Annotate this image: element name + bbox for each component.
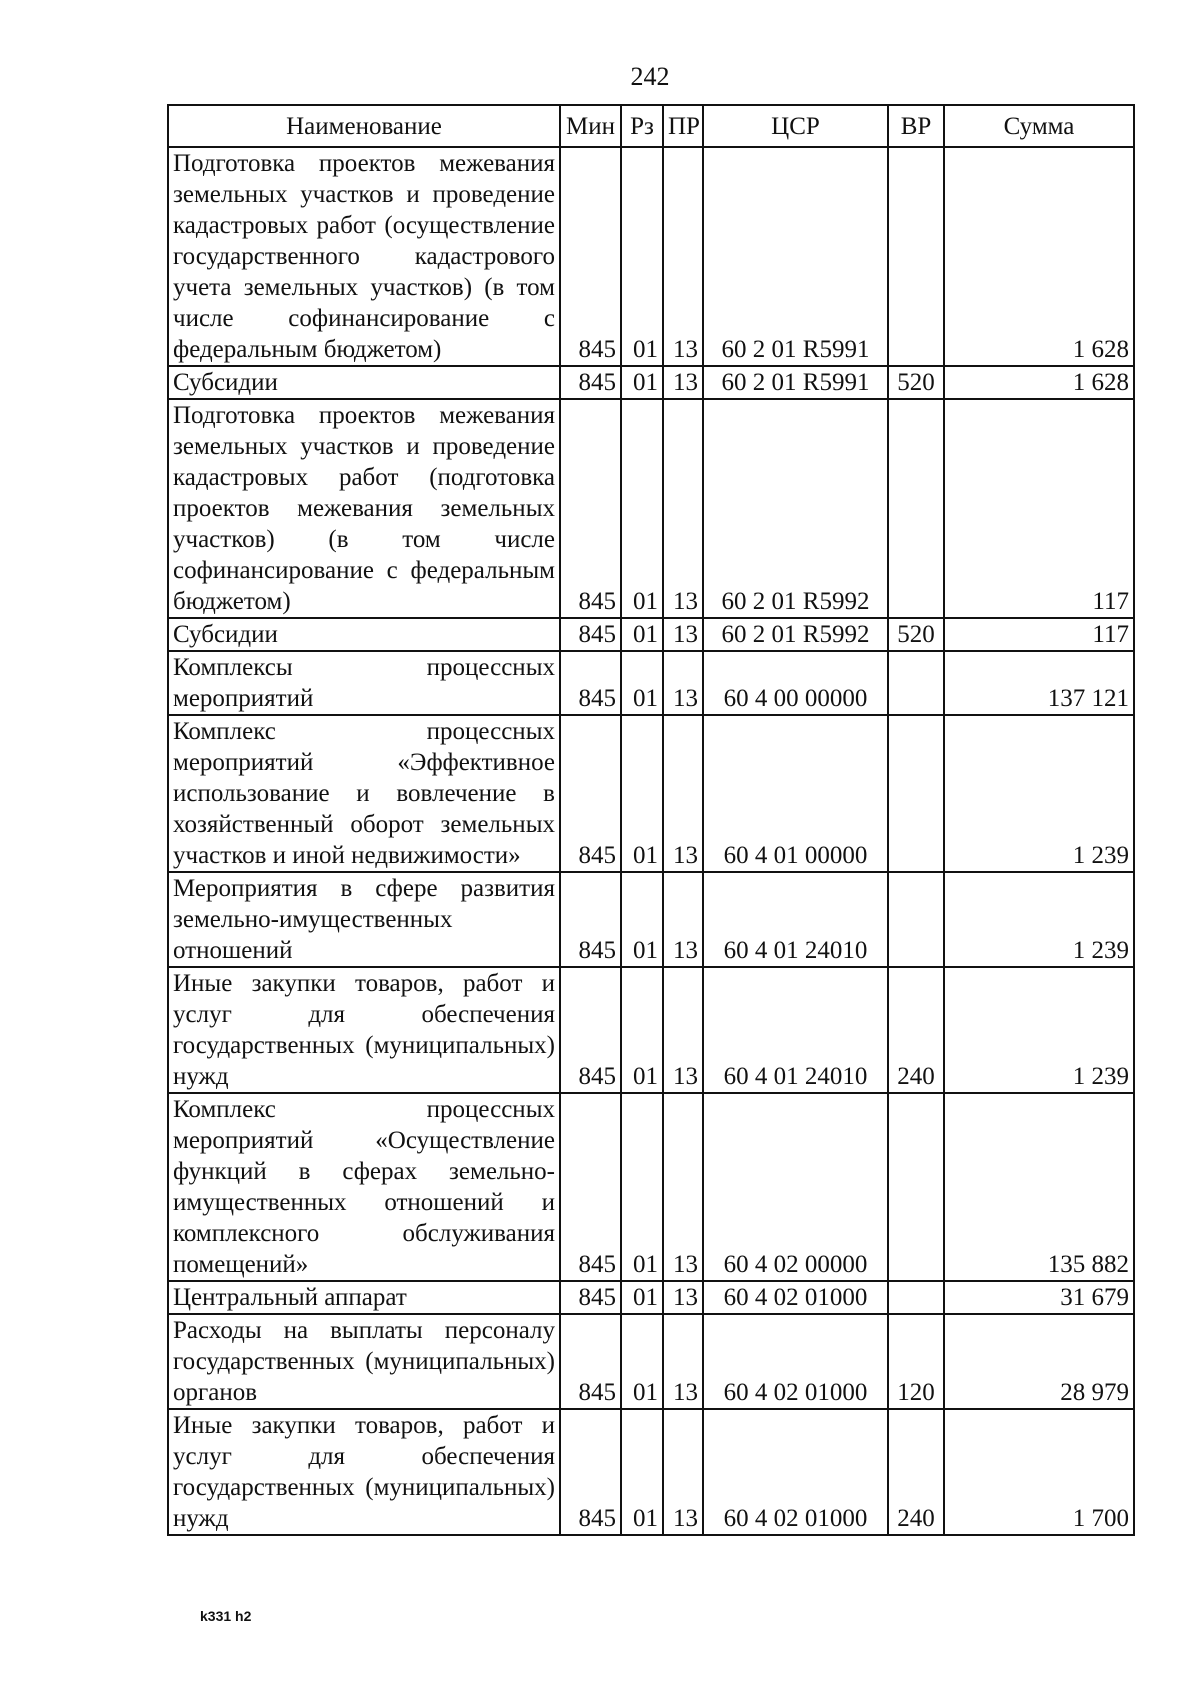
row-min: 845 bbox=[560, 366, 621, 399]
table-row bbox=[168, 651, 1134, 715]
row-sum: 117 bbox=[944, 399, 1134, 618]
row-name: Иные закупки товаров, работ и услуг для обеспечения государственных (муниципальных) нужд bbox=[168, 1409, 560, 1535]
row-pr: 13 bbox=[663, 715, 703, 872]
row-vr: 240 bbox=[888, 967, 944, 1093]
row-rz: 01 bbox=[621, 618, 663, 651]
header-name: Наименование bbox=[168, 105, 560, 147]
table-row bbox=[168, 618, 1134, 651]
row-rz: 01 bbox=[621, 967, 663, 1093]
row-pr: 13 bbox=[663, 366, 703, 399]
row-sum: 1 239 bbox=[944, 967, 1134, 1093]
row-vr: 120 bbox=[888, 1314, 944, 1409]
row-csr: 60 4 02 01000 bbox=[703, 1409, 888, 1535]
row-name: Центральный аппарат bbox=[168, 1281, 560, 1314]
row-name: Комплекс процессных мероприятий «Осуществление функций в сферах земельно-имущественных отношений и комплексного обслуживания помещений» bbox=[168, 1093, 560, 1281]
header-sum: Сумма bbox=[944, 105, 1134, 147]
row-name: Иные закупки товаров, работ и услуг для обеспечения государственных (муниципальных) нужд bbox=[168, 967, 560, 1093]
row-rz: 01 bbox=[621, 1409, 663, 1535]
row-csr: 60 2 01 R5991 bbox=[703, 147, 888, 366]
header-csr: ЦСР bbox=[703, 105, 888, 147]
row-name: Субсидии bbox=[168, 618, 560, 651]
row-vr bbox=[888, 715, 944, 872]
row-name: Расходы на выплаты персоналу государственных (муниципальных) органов bbox=[168, 1314, 560, 1409]
header-rz: Рз bbox=[621, 105, 663, 147]
header-pr: ПР bbox=[663, 105, 703, 147]
row-min: 845 bbox=[560, 147, 621, 366]
row-rz: 01 bbox=[621, 1314, 663, 1409]
row-sum: 28 979 bbox=[944, 1314, 1134, 1409]
row-name: Подготовка проектов межевания земельных участков и проведение кадастровых работ (осуществление государственного кадастрового учета земельных участков) (в том числе софинансирование с федеральным бюджетом) bbox=[168, 147, 560, 366]
row-min: 845 bbox=[560, 967, 621, 1093]
row-sum: 117 bbox=[944, 618, 1134, 651]
row-rz: 01 bbox=[621, 872, 663, 967]
table-row bbox=[168, 366, 1134, 399]
row-min: 845 bbox=[560, 399, 621, 618]
row-min: 845 bbox=[560, 651, 621, 715]
row-pr: 13 bbox=[663, 1093, 703, 1281]
row-vr: 520 bbox=[888, 366, 944, 399]
row-min: 845 bbox=[560, 872, 621, 967]
row-pr: 13 bbox=[663, 651, 703, 715]
row-sum: 137 121 bbox=[944, 651, 1134, 715]
row-pr: 13 bbox=[663, 1281, 703, 1314]
row-vr bbox=[888, 872, 944, 967]
page-number: 242 bbox=[630, 62, 670, 91]
table-row bbox=[168, 1093, 1134, 1281]
row-min: 845 bbox=[560, 618, 621, 651]
row-csr: 60 4 01 24010 bbox=[703, 967, 888, 1093]
row-vr bbox=[888, 1281, 944, 1314]
row-sum: 1 700 bbox=[944, 1409, 1134, 1535]
row-sum: 1 239 bbox=[944, 872, 1134, 967]
row-pr: 13 bbox=[663, 872, 703, 967]
row-min: 845 bbox=[560, 715, 621, 872]
row-min: 845 bbox=[560, 1281, 621, 1314]
row-vr: 240 bbox=[888, 1409, 944, 1535]
row-csr: 60 4 02 01000 bbox=[703, 1281, 888, 1314]
row-pr: 13 bbox=[663, 399, 703, 618]
row-pr: 13 bbox=[663, 1409, 703, 1535]
row-min: 845 bbox=[560, 1314, 621, 1409]
row-csr: 60 2 01 R5991 bbox=[703, 366, 888, 399]
row-sum: 1 628 bbox=[944, 366, 1134, 399]
table-row bbox=[168, 872, 1134, 967]
row-rz: 01 bbox=[621, 651, 663, 715]
row-vr bbox=[888, 1093, 944, 1281]
row-vr bbox=[888, 399, 944, 618]
row-min: 845 bbox=[560, 1409, 621, 1535]
row-rz: 01 bbox=[621, 1281, 663, 1314]
table-header-row bbox=[168, 105, 1134, 147]
table-row bbox=[168, 399, 1134, 618]
row-csr: 60 2 01 R5992 bbox=[703, 399, 888, 618]
row-csr: 60 2 01 R5992 bbox=[703, 618, 888, 651]
row-rz: 01 bbox=[621, 1093, 663, 1281]
table-row bbox=[168, 1281, 1134, 1314]
row-rz: 01 bbox=[621, 147, 663, 366]
table-row bbox=[168, 1314, 1134, 1409]
header-min: Мин bbox=[560, 105, 621, 147]
footer-code: k331 h2 bbox=[200, 1608, 252, 1624]
row-csr: 60 4 01 00000 bbox=[703, 715, 888, 872]
table-row bbox=[168, 715, 1134, 872]
row-name: Комплекс процессных мероприятий «Эффективное использование и вовлечение в хозяйственный оборот земельных участков и иной недвижимости» bbox=[168, 715, 560, 872]
header-vr: ВР bbox=[888, 105, 944, 147]
row-vr bbox=[888, 651, 944, 715]
row-rz: 01 bbox=[621, 399, 663, 618]
row-min: 845 bbox=[560, 1093, 621, 1281]
row-sum: 31 679 bbox=[944, 1281, 1134, 1314]
row-csr: 60 4 02 01000 bbox=[703, 1314, 888, 1409]
row-sum: 135 882 bbox=[944, 1093, 1134, 1281]
row-name: Мероприятия в сфере развития земельно-имущественных отношений bbox=[168, 872, 560, 967]
row-sum: 1 239 bbox=[944, 715, 1134, 872]
row-name: Подготовка проектов межевания земельных участков и проведение кадастровых работ (подготовка проектов межевания земельных участков) (в том числе софинансирование с федеральным бюджетом) bbox=[168, 399, 560, 618]
row-name: Субсидии bbox=[168, 366, 560, 399]
row-pr: 13 bbox=[663, 147, 703, 366]
row-sum: 1 628 bbox=[944, 147, 1134, 366]
row-vr: 520 bbox=[888, 618, 944, 651]
row-rz: 01 bbox=[621, 715, 663, 872]
row-pr: 13 bbox=[663, 1314, 703, 1409]
row-rz: 01 bbox=[621, 366, 663, 399]
table-row bbox=[168, 147, 1134, 366]
row-name: Комплексы процессных мероприятий bbox=[168, 651, 560, 715]
table-row bbox=[168, 1409, 1134, 1535]
row-csr: 60 4 00 00000 bbox=[703, 651, 888, 715]
row-vr bbox=[888, 147, 944, 366]
row-pr: 13 bbox=[663, 967, 703, 1093]
row-pr: 13 bbox=[663, 618, 703, 651]
table-row bbox=[168, 967, 1134, 1093]
row-csr: 60 4 01 24010 bbox=[703, 872, 888, 967]
row-csr: 60 4 02 00000 bbox=[703, 1093, 888, 1281]
budget-table bbox=[167, 104, 1135, 1536]
